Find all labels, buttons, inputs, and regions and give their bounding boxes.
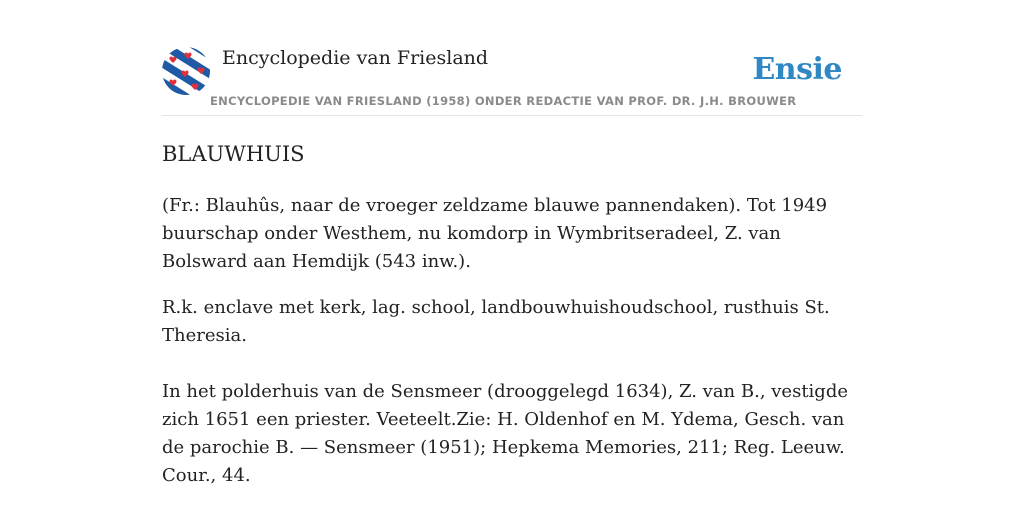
article-body — [162, 192, 868, 490]
article-paragraph: In het polderhuis van de Sensmeer (drooggelegd 1634), Z. van B., vestigde zich 1651 een priester. Veeteelt.Zie: H. Oldenhof en M. Ydema, Gesch. van de parochie B. — Sensmeer (1951); Hepkema Memories, 211; Reg. Leeuw. Cour., 44. — [162, 381, 849, 486]
ensie-brand-logo[interactable]: Ensie — [752, 52, 842, 87]
site-title[interactable]: Encyclopedie van Friesland — [222, 47, 489, 69]
site-subtitle: ENCYCLOPEDIE VAN FRIESLAND (1958) ONDER REDACTIE VAN PROF. DR. J.H. BROUWER — [210, 94, 797, 108]
article-paragraph: R.k. enclave met kerk, lag. school, landbouwhuishoudschool, rusthuis St. Theresia. — [162, 297, 830, 346]
article-headword: BLAUWHUIS — [162, 142, 305, 166]
frisian-flag-logo-icon[interactable] — [162, 47, 210, 95]
article-paragraph: (Fr.: Blauhûs, naar de vroeger zeldzame blauwe pannendaken). Tot 1949 buurschap onder Westhem, nu komdorp in Wymbritseradeel, Z. van Bolsward aan Hemdijk (543 inw.). — [162, 195, 828, 272]
header-divider — [162, 115, 862, 116]
site-header — [162, 44, 862, 116]
